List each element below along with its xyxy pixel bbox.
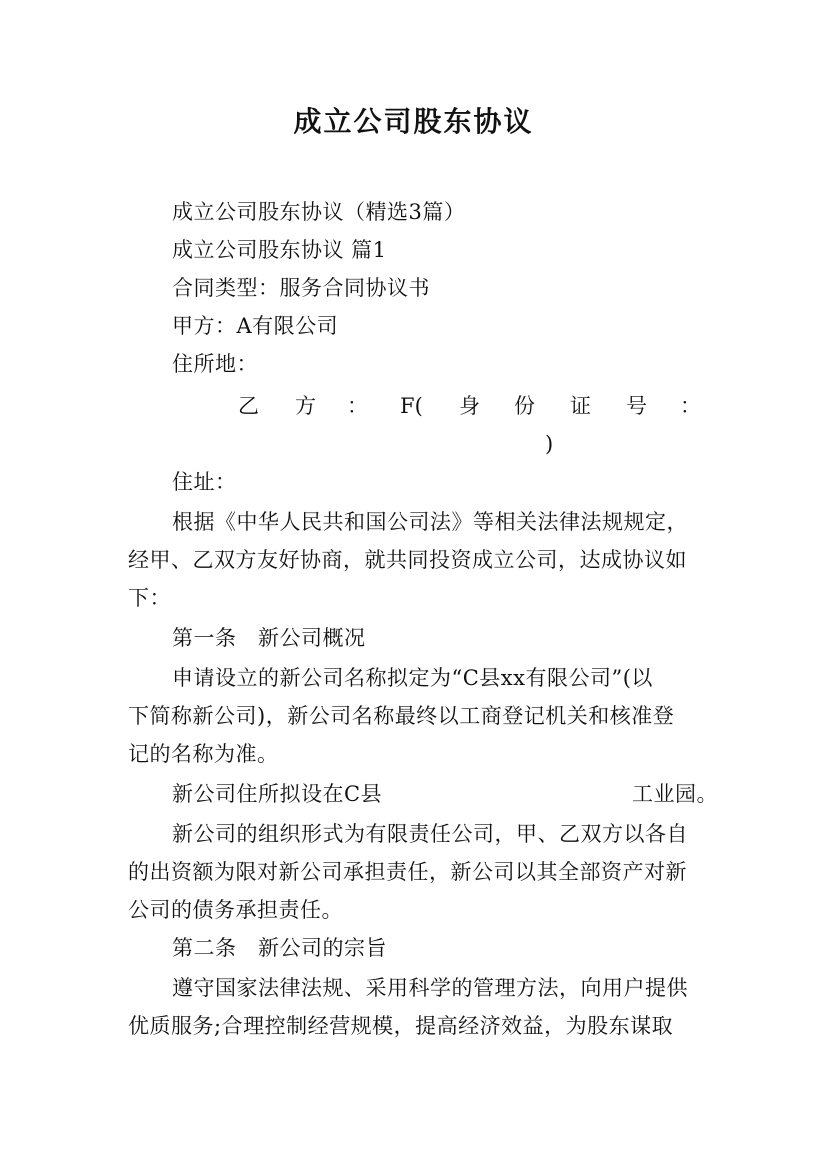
party-b-char: 份 [514, 394, 535, 418]
preamble-line: 根据《中华人民共和国公司法》等相关法律法规规定， [172, 510, 688, 534]
paragraph-line: 工业园。 [632, 782, 718, 806]
paragraph-line: 新公司住所拟设在C县 [172, 782, 383, 806]
party-b-char: F( [400, 394, 423, 418]
paragraph-line: 记的名称为准。 [128, 742, 279, 766]
paragraph-line: 优质服务;合理控制经营规模，提高经济效益，为股东谋取 [128, 1014, 674, 1038]
paragraph-line: 申请设立的新公司名称拟定为“C县xx有限公司”(以 [172, 666, 653, 690]
party-a-line: 甲方：A有限公司 [172, 314, 339, 338]
party-b-closing: ) [545, 432, 554, 456]
party-b-char: 方 [295, 394, 316, 418]
party-b-char: 证 [570, 394, 591, 418]
party-b-char: ： [680, 394, 701, 418]
paragraph-line: 公司的债务承担责任。 [128, 898, 343, 922]
party-b-char: 身 [459, 394, 480, 418]
paragraph-line: 新公司的组织形式为有限责任公司，甲、乙双方以各自 [172, 822, 688, 846]
paragraph-line: 的出资额为限对新公司承担责任，新公司以其全部资产对新 [128, 860, 687, 884]
document-title: 成立公司股东协议 [293, 105, 534, 138]
article-heading: 第二条 新公司的宗旨 [172, 936, 387, 960]
address-label: 住址： [172, 470, 237, 494]
preamble-line: 下： [128, 586, 171, 610]
preamble-line: 经甲、乙双方友好协商，就共同投资成立公司，达成协议如 [128, 548, 687, 572]
intro-line: 成立公司股东协议 篇1 [172, 238, 387, 262]
party-a-address-line: 住所地： [172, 352, 258, 376]
article-heading: 第一条 新公司概况 [172, 626, 366, 650]
party-b-char: 乙 [238, 394, 259, 418]
paragraph-line: 遵守国家法律法规、采用科学的管理方法，向用户提供 [172, 976, 688, 1000]
intro-line: 成立公司股东协议（精选3篇） [172, 200, 466, 224]
paragraph-line: 下简称新公司)，新公司名称最终以工商登记机关和核准登 [128, 704, 675, 728]
party-b-char: 号 [626, 394, 647, 418]
party-b-char: ： [347, 394, 368, 418]
intro-line: 合同类型：服务合同协议书 [172, 276, 430, 300]
